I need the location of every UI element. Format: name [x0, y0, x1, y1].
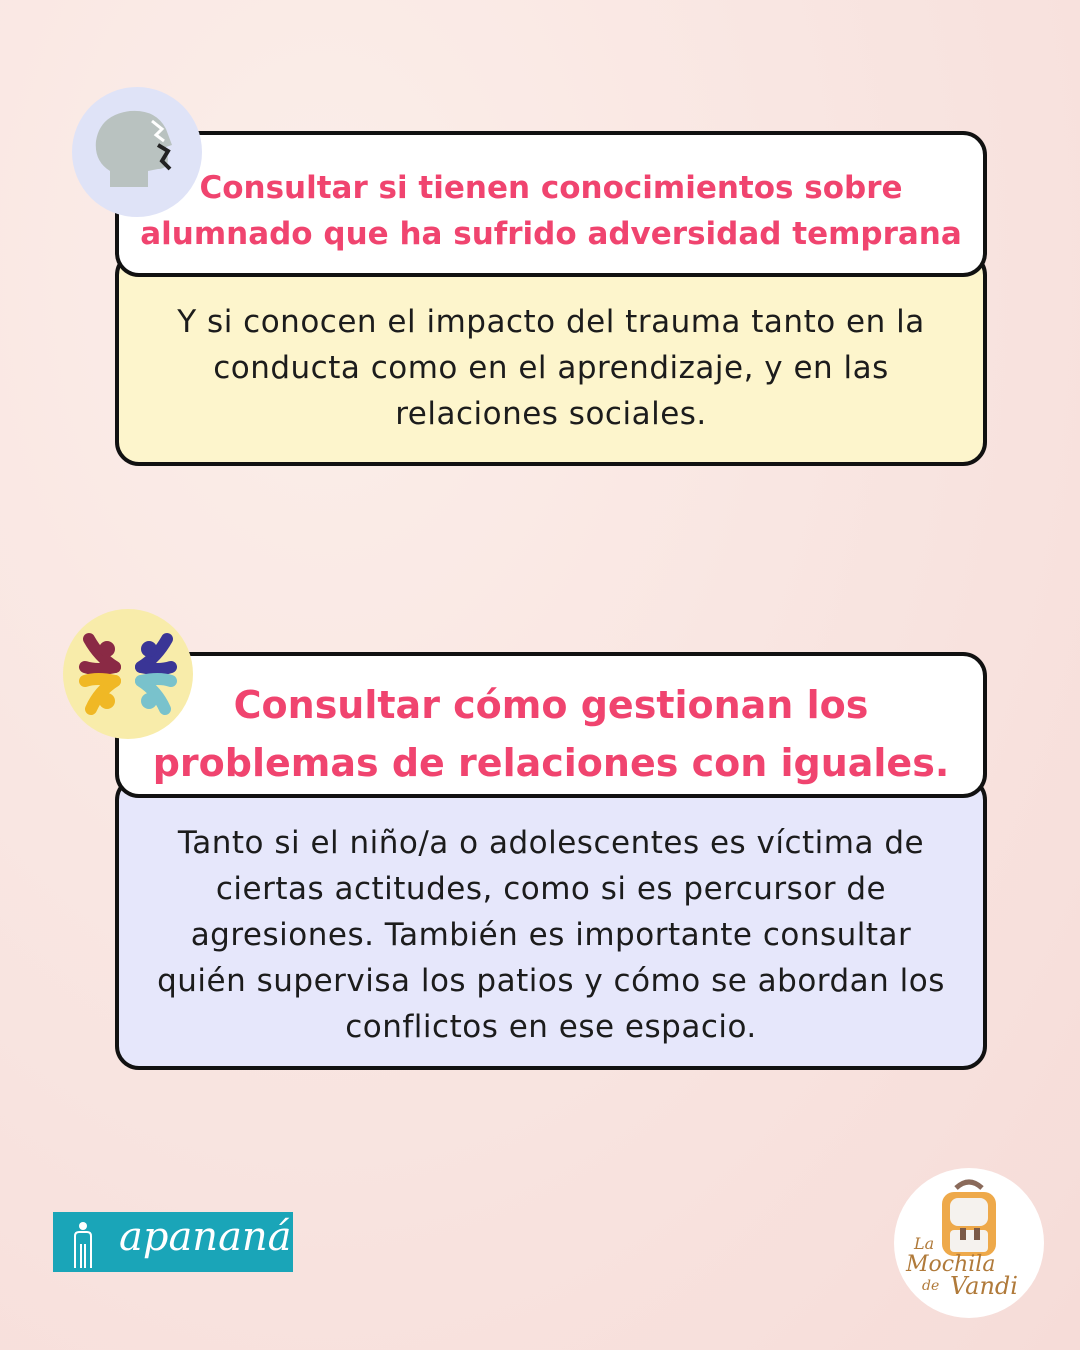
card1-body — [115, 251, 987, 466]
card2-body — [115, 776, 987, 1070]
card1-title: Consultar si tienen conocimientos sobre alumnado que ha sufrido adversidad temprana — [140, 170, 962, 252]
info-card-2 — [115, 652, 987, 1070]
apanana-figures-icon — [63, 1212, 103, 1272]
mochila-de: de — [922, 1278, 940, 1294]
head-icon — [72, 87, 202, 217]
card1-header — [115, 131, 987, 277]
mochila-word: Mochila — [906, 1252, 996, 1277]
card1-body-text: Y si conocen el impacto del trauma tanto en la conducta como en el aprendizaje, y en las relaciones sociales. — [177, 304, 925, 432]
card2-body-text: Tanto si el niño/a o adolescentes es víctima de ciertas actitudes, como si es percursor de agresiones. También es importante consultar quién supervisa los patios y cómo se abordan los conflictos en ese espacio. — [157, 825, 945, 1045]
mochila-de-vandi-logo — [894, 1168, 1044, 1318]
apanana-logo — [53, 1212, 293, 1272]
card2-title: Consultar cómo gestionan los problemas de relaciones con iguales. — [152, 683, 950, 785]
apanana-logo-text: apananá — [119, 1214, 292, 1260]
mochila-vandi: Vandi — [950, 1272, 1018, 1300]
info-card-1 — [115, 131, 987, 466]
people-circle-icon — [63, 609, 193, 739]
card2-header — [115, 652, 987, 798]
mochila-la: La — [914, 1234, 935, 1253]
